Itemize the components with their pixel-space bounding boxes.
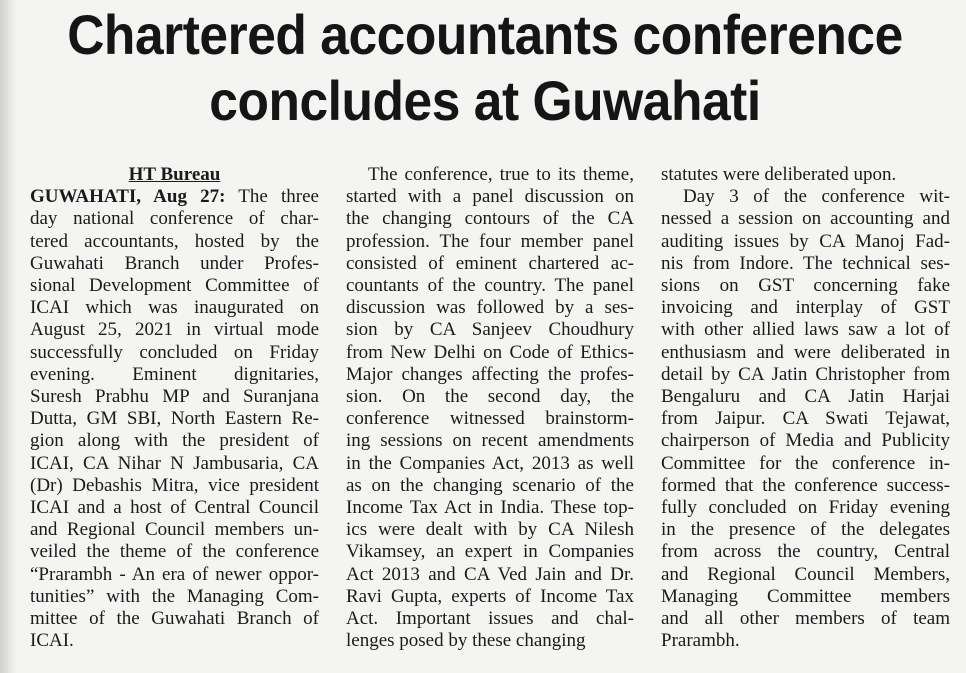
col1-line: successfully concluded on Friday: [30, 341, 319, 363]
col1-line: Dutta, GM SBI, North Eastern Re-: [30, 408, 319, 430]
col2-line: ics were dealt with by CA Nilesh: [346, 519, 634, 541]
col1-line: ICAI which was inaugurated on: [30, 297, 319, 319]
col2-line: sion. On the second day, the: [346, 386, 634, 408]
article-column-3: [661, 164, 950, 652]
col1-line: mittee of the Guwahati Branch of: [30, 608, 319, 630]
col3-line: Bengaluru and CA Jatin Harjai: [661, 386, 950, 408]
col3-line: and all other members of team: [661, 608, 950, 630]
col3-line: with other allied laws saw a lot of: [661, 319, 950, 341]
col2-line: The conference, true to its theme,: [368, 164, 634, 185]
col2-line: in the Companies Act, 2013 as well: [346, 452, 634, 474]
col3-line: formed that the conference success-: [661, 474, 950, 496]
col3-line: nessed a session on accounting and: [661, 208, 950, 230]
col1-line: tunities” with the Managing Com-: [30, 585, 319, 607]
col1-first-tail: The three: [238, 186, 319, 208]
col1-line: veiled the theme of the conference: [30, 541, 319, 563]
col2-lines: [346, 164, 634, 652]
col2-line: consisted of eminent chartered ac-: [346, 252, 634, 274]
col1-line: sional Development Committee of: [30, 275, 319, 297]
col1-lines: [30, 208, 319, 652]
col1-line-0: [30, 186, 319, 208]
col3-line: Committee for the conference in-: [661, 452, 950, 474]
col3-line: detail by CA Jatin Christopher from: [661, 363, 950, 385]
col2-line: from New Delhi on Code of Ethics-: [346, 341, 634, 363]
col1-line: tered accountants, hosted by the: [30, 230, 319, 252]
col2-line: started with a panel discussion on: [346, 186, 634, 208]
col3-line: fully concluded on Friday evening: [661, 497, 950, 519]
col2-line: ing sessions on recent amendments: [346, 430, 634, 452]
col1-line: gion along with the president of: [30, 430, 319, 452]
col1-line: evening. Eminent dignitaries,: [30, 363, 319, 385]
col1-line: “Prarambh - An era of newer oppor-: [30, 563, 319, 585]
col3-line: from across the country, Central: [661, 541, 950, 563]
byline: HT Bureau: [128, 164, 221, 185]
col2-line: profession. The four member panel: [346, 230, 634, 252]
col3-line: Day 3 of the conference wit-: [683, 186, 950, 208]
col3-line: enthusiasm and were deliberated in: [661, 341, 950, 363]
col3-line: statutes were deliberated upon.: [661, 164, 897, 185]
col1-line: (Dr) Debashis Mitra, vice president: [30, 474, 319, 496]
col1-line: day national conference of char-: [30, 208, 319, 230]
headline: [57, 2, 913, 134]
col2-line: discussion was followed by a ses-: [346, 297, 634, 319]
col3-line: nis from Indore. The technical ses-: [661, 252, 950, 274]
col3-line: Managing Committee members: [661, 585, 950, 607]
col2-line: countants of the country. The panel: [346, 275, 634, 297]
col2-line: Vikamsey, an expert in Companies: [346, 541, 634, 563]
col1-line: ICAI, CA Nihar N Jambusaria, CA: [30, 452, 319, 474]
col2-line: Ravi Gupta, experts of Income Tax: [346, 585, 634, 607]
col3-line: in the presence of the delegates: [661, 519, 950, 541]
col2-line: lenges posed by these changing: [346, 630, 586, 652]
col3-line: Prarambh.: [661, 630, 740, 652]
page-edge-shadow: [0, 0, 16, 673]
col1-line: August 25, 2021 in virtual mode: [30, 319, 319, 341]
col2-line: Act. Important issues and chal-: [346, 608, 634, 630]
col1-line: Guwahati Branch under Profes-: [30, 252, 319, 274]
article-column-2: [346, 164, 634, 652]
col3-line: from Jaipur. CA Swati Tejawat,: [661, 408, 950, 430]
col3-line: sions on GST concerning fake: [661, 275, 950, 297]
dateline: GUWAHATI, Aug 27:: [30, 186, 226, 208]
col1-line: Suresh Prabhu MP and Suranjana: [30, 386, 319, 408]
col2-line: conference witnessed brainstorm-: [346, 408, 634, 430]
col3-line: chairperson of Media and Publicity: [661, 430, 950, 452]
col1-line: ICAI and a host of Central Council: [30, 497, 319, 519]
col2-line: Income Tax Act in India. These top-: [346, 497, 634, 519]
headline-line-2: concludes at Guwahati: [209, 69, 761, 132]
headline-line-1: Chartered accountants conference: [67, 3, 903, 66]
col3-lines: [661, 164, 950, 652]
col3-line: invoicing and interplay of GST: [661, 297, 950, 319]
col1-line: ICAI.: [30, 630, 74, 652]
article-column-1: [30, 164, 319, 652]
col3-line: auditing issues by CA Manoj Fad-: [661, 230, 950, 252]
col2-line: sion by CA Sanjeev Choudhury: [346, 319, 634, 341]
col2-line: the changing contours of the CA: [346, 208, 634, 230]
col3-line: and Regional Council Members,: [661, 563, 950, 585]
col2-line: Major changes affecting the profes-: [346, 363, 634, 385]
col2-line: Act 2013 and CA Ved Jain and Dr.: [346, 563, 634, 585]
col2-line: as on the changing scenario of the: [346, 474, 634, 496]
col1-line: and Regional Council members un-: [30, 519, 319, 541]
